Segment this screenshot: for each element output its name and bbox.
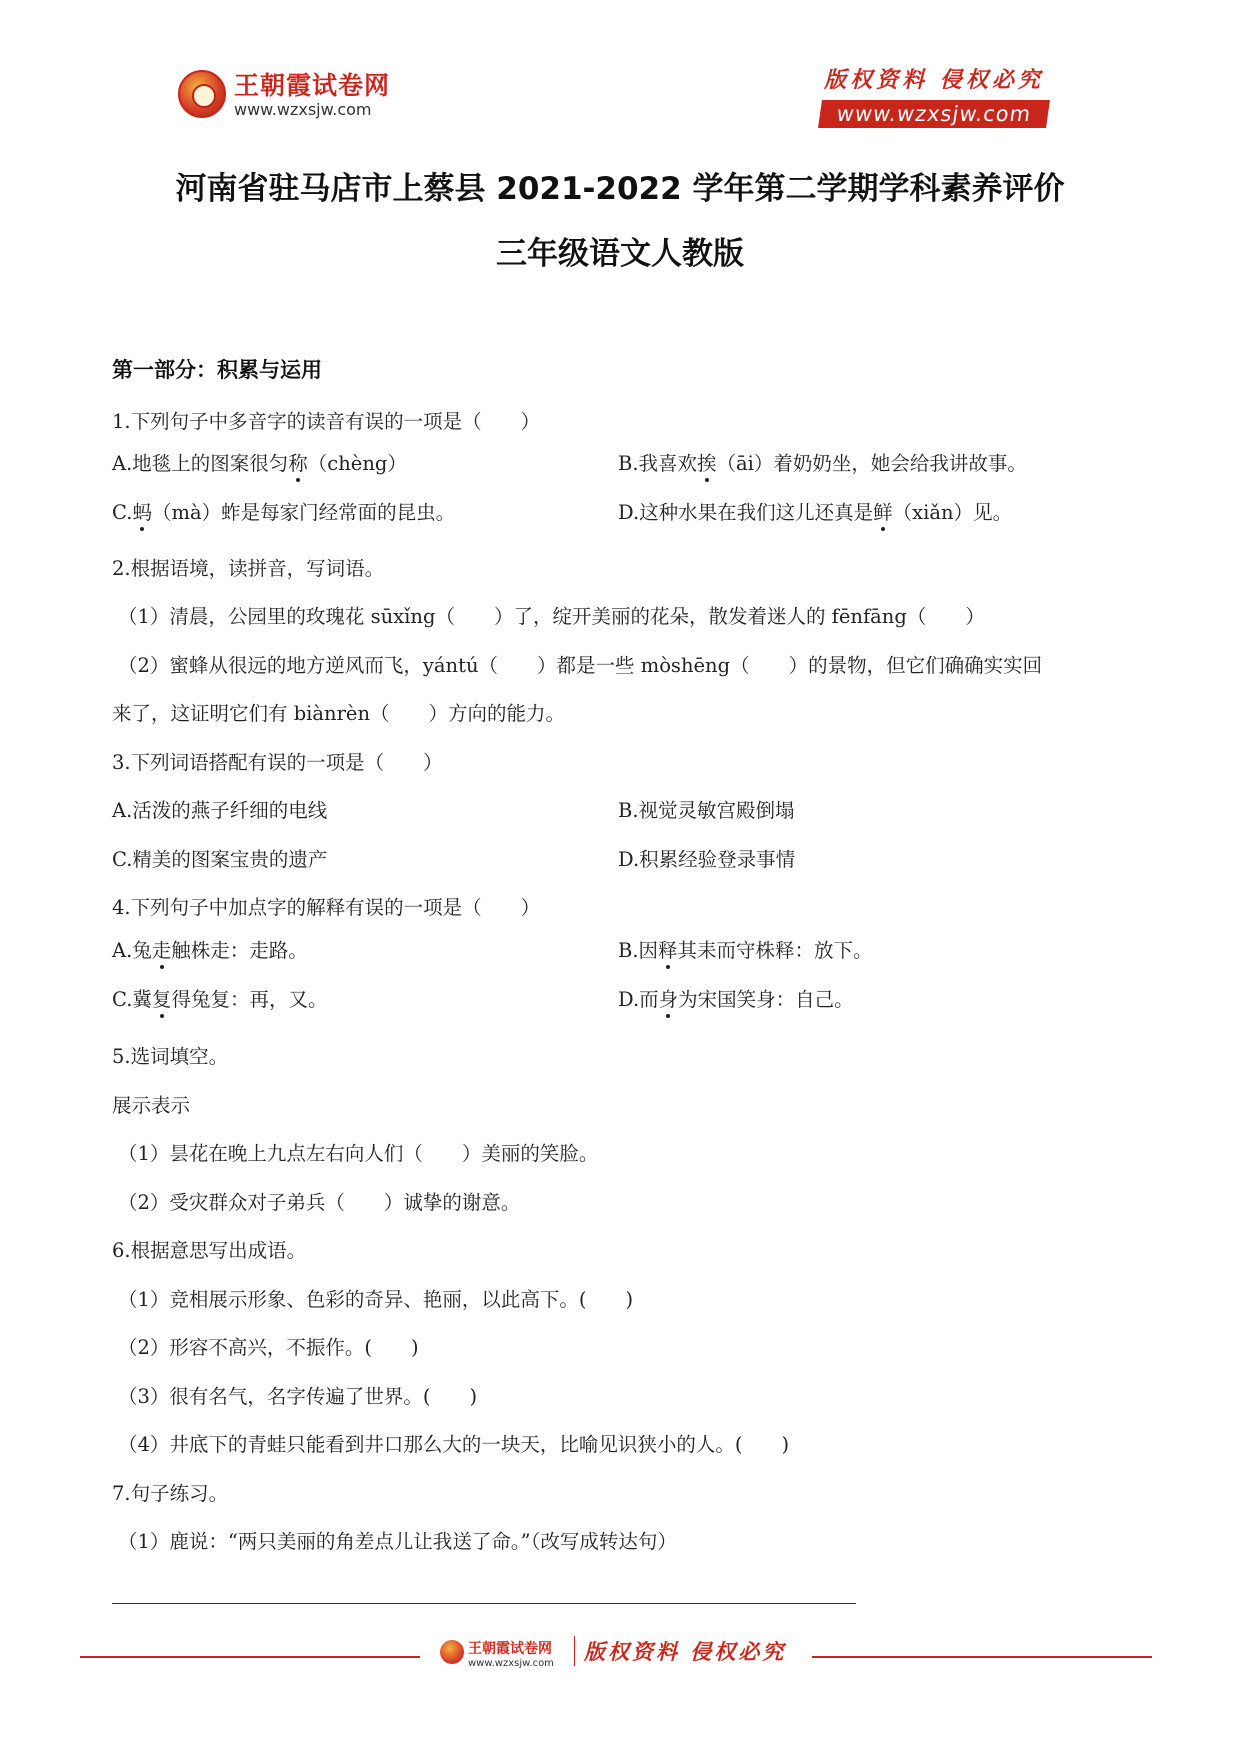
footer-copyright: 版权资料 侵权必究: [584, 1639, 787, 1664]
question-6-item-1: （1）竞相展示形象、色彩的奇异、艳丽，以此高下。( ): [118, 1288, 634, 1311]
question-2-sentence-2-cont: 来了，这证明它们有 biànrèn（ ）方向的能力。: [112, 702, 566, 725]
exam-title: 河南省驻马店市上蔡县 2021-2022 学年第二学期学科素养评价: [175, 171, 1065, 207]
copyright-text: 版权资料 侵权必究: [824, 67, 1044, 93]
question-6-stem: 6.根据意思写出成语。: [112, 1239, 307, 1262]
page-footer: [0, 1624, 1240, 1684]
question-5-sentence-1: （1）昙花在晚上九点左右向人们（ ）美丽的笑脸。: [118, 1142, 599, 1165]
question-4-stem: 4.下列句子中加点字的解释有误的一项是（ ）: [112, 896, 541, 919]
question-1-option-d: D.这种水果在我们这儿还真是鲜（xiǎn）见。: [618, 501, 1013, 524]
question-3-option-c: C.精美的图案宝贵的遗产: [112, 848, 328, 871]
site-logo: [178, 66, 408, 126]
question-7-item-1: （1）鹿说：“两只美丽的角差点儿让我送了命。”（改写成转达句）: [118, 1530, 677, 1553]
logo-badge-icon: [178, 70, 226, 118]
footer-rule-left: [80, 1656, 420, 1658]
question-3-option-b: B.视觉灵敏宫殿倒塌: [618, 799, 795, 822]
footer-logo: [440, 1636, 580, 1680]
question-2-sentence-1: （1）清晨，公园里的玫瑰花 sūxǐng（ ）了，绽开美丽的花朵，散发着迷人的 fēnfāng（ ）: [118, 605, 985, 628]
section-heading: 第一部分：积累与运用: [112, 358, 322, 382]
footer-badge-icon: [440, 1640, 464, 1664]
logo-url: www.wzxsjw.com: [234, 100, 372, 119]
question-5-sentence-2: （2）受灾群众对子弟兵（ ）诚挚的谢意。: [118, 1191, 521, 1214]
question-6-item-2: （2）形容不高兴，不振作。( ): [118, 1336, 419, 1359]
question-3-option-a: A.活泼的燕子纤细的电线: [112, 799, 328, 822]
question-5-word-bank: 展示表示: [112, 1094, 191, 1117]
question-7-stem: 7.句子练习。: [112, 1482, 229, 1505]
question-1-option-c: C.蚂（mà）蚱是每家门经常面的昆虫。: [112, 501, 456, 524]
answer-line: [112, 1603, 856, 1604]
question-5-stem: 5.选词填空。: [112, 1045, 229, 1068]
question-6-item-3: （3）很有名气，名字传遍了世界。( ): [118, 1385, 478, 1408]
copyright-url: www.wzxsjw.com: [818, 100, 1050, 128]
logo-name: 王朝霞试卷网: [234, 71, 391, 100]
question-4-option-d: D.而身为宋国笑身：自己。: [618, 988, 854, 1011]
footer-logo-name: 王朝霞试卷网: [468, 1641, 552, 1657]
question-4-option-c: C.冀复得兔复：再，又。: [112, 988, 328, 1011]
footer-separator: [574, 1636, 575, 1666]
question-1-option-a: A.地毯上的图案很匀称（chèng）: [112, 452, 407, 475]
copyright-block: [818, 63, 1050, 128]
question-3-option-d: D.积累经验登录事情: [618, 848, 796, 871]
footer-rule-right: [812, 1656, 1152, 1658]
question-3-stem: 3.下列词语搭配有误的一项是（ ）: [112, 751, 443, 774]
footer-logo-url: www.wzxsjw.com: [468, 1658, 554, 1669]
question-4-option-b: B.因释其耒而守株释：放下。: [618, 939, 873, 962]
question-4-option-a: A.兔走触株走：走路。: [112, 939, 308, 962]
question-2-stem: 2.根据语境，读拼音，写词语。: [112, 557, 385, 580]
question-2-sentence-2: （2）蜜蜂从很远的地方逆风而飞，yántú（ ）都是一些 mòshēng（ ）的景物，但它们确确实实回: [118, 654, 1043, 677]
question-6-item-4: （4）井底下的青蛙只能看到井口那么大的一块天，比喻见识狭小的人。( ): [118, 1433, 790, 1456]
question-1-stem: 1.下列句子中多音字的读音有误的一项是（ ）: [112, 410, 541, 433]
exam-subtitle: 三年级语文人教版: [496, 236, 744, 272]
question-1-option-b: B.我喜欢挨（āi）着奶奶坐，她会给我讲故事。: [618, 452, 1027, 475]
